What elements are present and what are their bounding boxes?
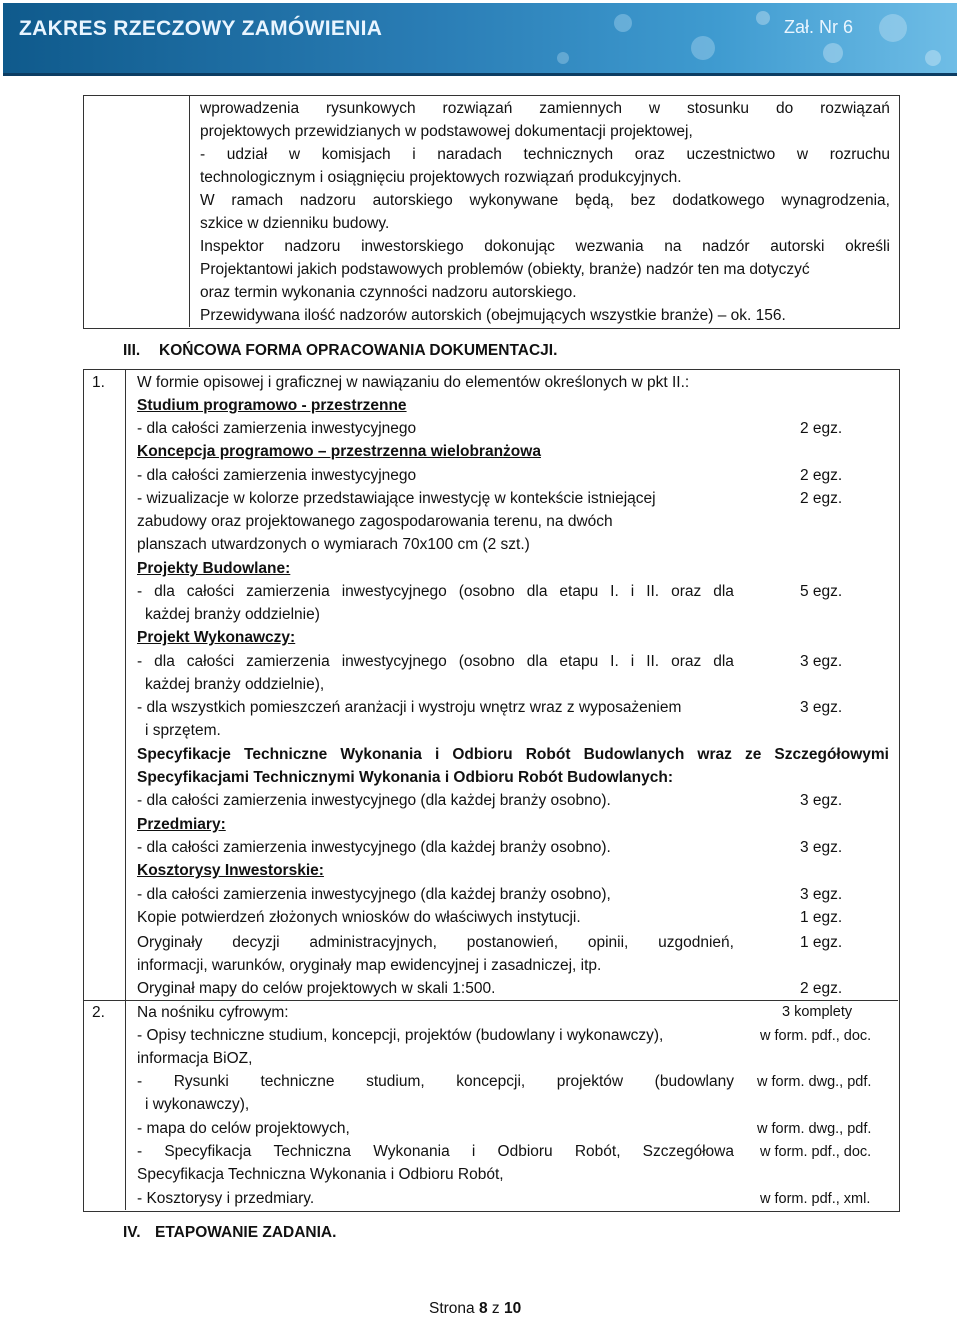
w: i <box>630 583 635 600</box>
wizualizacje-line-1: - wizualizacje w kolorze przedstawiające inwestycję w kontekście istniejącej <box>137 490 656 507</box>
footer-prefix: Strona <box>429 1300 475 1317</box>
w: bez <box>630 192 656 209</box>
wykonawczy-qty: 3 egz. <box>800 653 843 670</box>
w: decyzji <box>232 934 280 951</box>
document-header-title: ZAKRES RZECZOWY ZAMÓWIENIA <box>19 17 383 40</box>
w: komisjach <box>321 146 391 163</box>
w: Robót <box>525 746 571 763</box>
w: (osobno <box>458 653 515 670</box>
w: Techniczne <box>244 746 328 763</box>
w: wykonywane <box>469 192 559 209</box>
footer-total-pages: 10 <box>503 1300 522 1317</box>
w: oraz <box>671 653 702 670</box>
w: w <box>648 100 661 117</box>
w: inwestycyjnego <box>341 583 447 600</box>
wnetrza-qty: 3 egz. <box>800 699 843 716</box>
w: stosunku <box>687 100 750 117</box>
row-2-qty: 3 komplety <box>782 1004 853 1020</box>
kosztorysy-item: - dla całości zamierzenia inwestycyjnego (dla każdej branży osobno), <box>137 886 611 903</box>
w: rozwiązań <box>442 100 513 117</box>
oryginaly-line-1 <box>137 932 734 954</box>
w: w <box>288 146 301 163</box>
w: - <box>137 1073 143 1090</box>
budowlane-heading: Projekty Budowlane: <box>137 560 291 577</box>
upper-box-divider <box>189 95 190 327</box>
w: Oryginały <box>137 934 203 951</box>
w: dla <box>526 653 548 670</box>
rysunki-line-1 <box>137 1071 734 1093</box>
specyfikacje-line-1 <box>137 744 889 766</box>
w: Szczegółowa <box>642 1143 734 1160</box>
w: Odbioru <box>497 1143 553 1160</box>
footer-mid: z <box>491 1300 500 1317</box>
w: ramach <box>231 192 284 209</box>
w: (budowlany <box>654 1073 734 1090</box>
wykonawczy-line-2: każdej branży oddzielnie), <box>145 676 325 693</box>
studium-heading: Studium programowo - przestrzenne <box>137 397 407 414</box>
specyfikacja-cyfrowa-line-1 <box>137 1141 734 1163</box>
rysunki-line-2: i wykonawczy), <box>145 1096 250 1113</box>
w: Specyfikacje <box>137 746 231 763</box>
w: w <box>796 146 809 163</box>
w: dla <box>154 653 175 670</box>
w: i <box>434 746 440 763</box>
upper-line-6: szkice w dzienniku budowy. <box>200 215 390 232</box>
w: II. <box>646 583 660 600</box>
upper-line-8: Projektantowi jakich podstawowych problemów (obiekty, branże) nadzór ten ma dotyczyć <box>200 261 810 278</box>
w: zamiennych <box>539 100 622 117</box>
opisy-format: w form. pdf., doc. <box>760 1028 872 1044</box>
row-2-number: 2. <box>92 1004 105 1021</box>
w: studium, <box>366 1073 425 1090</box>
attachment-number: Zał. Nr 6 <box>783 17 853 37</box>
w: Specyfikacja <box>164 1143 252 1160</box>
w: nadzoru <box>299 192 356 209</box>
w: Wykonania <box>340 746 422 763</box>
header-banner <box>3 3 957 76</box>
w: etapu <box>559 583 599 600</box>
studium-qty: 2 egz. <box>800 420 843 437</box>
mapa-item: Oryginał mapy do celów projektowych w skali 1:500. <box>137 980 496 997</box>
w: dokonując <box>484 238 555 255</box>
w: nadzór <box>702 238 750 255</box>
studium-item: - dla całości zamierzenia inwestycyjnego <box>137 420 417 437</box>
wnetrza-line-2: i sprzętem. <box>145 722 221 739</box>
w: określi <box>845 238 890 255</box>
row-1-number: 1. <box>92 374 105 391</box>
specyfikacje-line-2: Specyfikacjami Technicznymi Wykonania i Odbioru Robót Budowlanych: <box>137 769 673 786</box>
oryginaly-qty: 1 egz. <box>800 934 843 951</box>
w: (osobno <box>458 583 515 600</box>
section-3-title: KOŃCOWA FORMA OPRACOWANIA DOKUMENTACJI. <box>159 342 558 359</box>
w: oraz <box>671 583 702 600</box>
w: zamierzenia <box>246 653 330 670</box>
w: Odbioru <box>452 746 513 763</box>
rysunki-format: w form. dwg., pdf. <box>757 1074 872 1090</box>
w: opinii, <box>587 934 629 951</box>
upper-line-7 <box>200 236 890 258</box>
przedmiary-item: - dla całości zamierzenia inwestycyjnego (dla każdej branży osobno). <box>137 839 611 856</box>
koncepcja-heading: Koncepcja programowo – przestrzenna wielobranżowa <box>137 443 541 460</box>
w: całości <box>186 583 235 600</box>
w: dla <box>526 583 548 600</box>
w: autorski <box>770 238 825 255</box>
w: zamierzenia <box>246 583 330 600</box>
w: i <box>630 653 635 670</box>
wykonawczy-heading: Projekt Wykonawczy: <box>137 629 296 646</box>
w: I. <box>610 583 619 600</box>
row-2-title: Na nośniku cyfrowym: <box>137 1004 289 1021</box>
koncepcja-item: - dla całości zamierzenia inwestycyjnego <box>137 467 417 484</box>
w: autorskiego <box>372 192 453 209</box>
w: I. <box>610 653 619 670</box>
w: administracyjnych, <box>309 934 437 951</box>
w: rysunkowych <box>326 100 416 117</box>
w: - <box>137 653 143 670</box>
oryginaly-line-2: informacji, warunków, oryginały map ewidencyjnej i zasadniczej, itp. <box>137 957 602 974</box>
upper-line-4: technologicznym i osiągnięciu projektowych rozwiązań produkcyjnych. <box>200 169 682 186</box>
przedmiary-qty: 3 egz. <box>800 839 843 856</box>
section-3-number: III. <box>123 342 141 359</box>
budowlane-qty: 5 egz. <box>800 583 843 600</box>
w: rozwiązań <box>820 100 890 117</box>
table-col-divider <box>125 369 126 1210</box>
wizualizacje-qty: 2 egz. <box>800 490 843 507</box>
specyfikacje-qty: 3 egz. <box>800 792 843 809</box>
upper-line-3 <box>200 144 890 166</box>
w: ze <box>744 746 762 763</box>
upper-line-1 <box>200 98 890 120</box>
w: rozruchu <box>829 146 890 163</box>
w: postanowień, <box>466 934 559 951</box>
w: na <box>664 238 682 255</box>
w: inwestorskiego <box>361 238 464 255</box>
w: Techniczna <box>273 1143 352 1160</box>
w: Rysunki <box>173 1073 229 1090</box>
w: Szczegółowymi <box>774 746 889 763</box>
w: W <box>200 192 215 209</box>
kosztorysy-heading: Kosztorysy Inwestorskie: <box>137 862 324 879</box>
upper-line-2: projektowych przewidzianych w podstawowej dokumentacji projektowej, <box>200 123 693 140</box>
w: Wykonania <box>373 1143 450 1160</box>
w: Inspektor <box>200 238 264 255</box>
w: - <box>200 146 206 163</box>
kopie-qty: 1 egz. <box>800 909 843 926</box>
kopie-item: Kopie potwierdzeń złożonych wniosków do właściwych instytucji. <box>137 909 581 926</box>
mapa-cyfrowa-format: w form. dwg., pdf. <box>757 1121 872 1137</box>
w: i <box>471 1143 476 1160</box>
w: dla <box>713 653 734 670</box>
w: uczestnictwo <box>686 146 776 163</box>
koncepcja-qty: 2 egz. <box>800 467 843 484</box>
w: udział <box>226 146 268 163</box>
w: wynagrodzenia, <box>781 192 890 209</box>
opisy-line-1: - Opisy techniczne studium, koncepcji, projektów (budowlany i wykonawczy), <box>137 1027 664 1044</box>
mapa-cyfrowa-item: - mapa do celów projektowych, <box>137 1120 350 1137</box>
table-row-divider <box>84 1000 898 1001</box>
w: i <box>412 146 416 163</box>
w: etapu <box>559 653 599 670</box>
kosztorysy-cyfrowe-item: - Kosztorysy i przedmiary. <box>137 1190 315 1207</box>
kosztorysy-cyfrowe-format: w form. pdf., xml. <box>760 1191 871 1207</box>
w: techniczne <box>260 1073 335 1090</box>
w: Robót, <box>574 1143 621 1160</box>
kosztorysy-qty: 3 egz. <box>800 886 843 903</box>
w: - <box>137 1143 143 1160</box>
w: technicznych <box>523 146 614 163</box>
w: wraz <box>697 746 732 763</box>
w: dodatkowego <box>672 192 765 209</box>
specyfikacje-item: - dla całości zamierzenia inwestycyjnego (dla każdej branży osobno). <box>137 792 611 809</box>
budowlane-line-2: każdej branży oddzielnie) <box>145 606 320 623</box>
w: do <box>775 100 794 117</box>
w: oraz <box>634 146 665 163</box>
w: Budowlanych <box>583 746 685 763</box>
section-4-number: IV. <box>123 1224 141 1241</box>
wizualizacje-line-2: zabudowy oraz projektowanego zagospodarowania terenu, na dwóch <box>137 513 613 530</box>
row-1-intro: W formie opisowej i graficznej w nawiązaniu do elementów określonych w pkt II.: <box>137 374 690 391</box>
mapa-qty: 2 egz. <box>800 980 843 997</box>
upper-line-9: oraz termin wykonania czynności nadzoru autorskiego. <box>200 284 577 301</box>
w: dla <box>713 583 734 600</box>
upper-line-5 <box>200 190 890 212</box>
opisy-line-2: informacja BiOZ, <box>137 1050 253 1067</box>
wizualizacje-line-3: planszach utwardzonych o wymiarach 70x100 cm (2 szt.) <box>137 536 530 553</box>
w: wezwania <box>575 238 644 255</box>
footer-page-number: 8 <box>478 1300 488 1317</box>
w: naradach <box>437 146 502 163</box>
w: projektów <box>556 1073 624 1090</box>
specyfikacja-cyfrowa-format: w form. pdf., doc. <box>760 1144 872 1160</box>
wnetrza-line-1: - dla wszystkich pomieszczeń aranżacji i wystroju wnętrz wraz z wyposażeniem <box>137 699 682 716</box>
wykonawczy-line-1 <box>137 651 734 673</box>
w: całości <box>186 653 235 670</box>
w: inwestycyjnego <box>341 653 447 670</box>
upper-line-10: Przewidywana ilość nadzorów autorskich (obejmujących wszystkie branże) – ok. 156. <box>200 307 786 324</box>
section-4-title: ETAPOWANIE ZADANIA. <box>155 1224 337 1241</box>
w: uzgodnień, <box>658 934 734 951</box>
specyfikacja-cyfrowa-line-2: Specyfikacja Techniczna Wykonania i Odbioru Robót, <box>137 1166 504 1183</box>
w: wprowadzenia <box>200 100 300 117</box>
w: dla <box>154 583 175 600</box>
w: - <box>137 583 143 600</box>
w: II. <box>646 653 660 670</box>
w: koncepcji, <box>456 1073 526 1090</box>
przedmiary-heading: Przedmiary: <box>137 816 226 833</box>
w: będą, <box>575 192 614 209</box>
budowlane-line-1 <box>137 581 734 603</box>
w: nadzoru <box>284 238 341 255</box>
